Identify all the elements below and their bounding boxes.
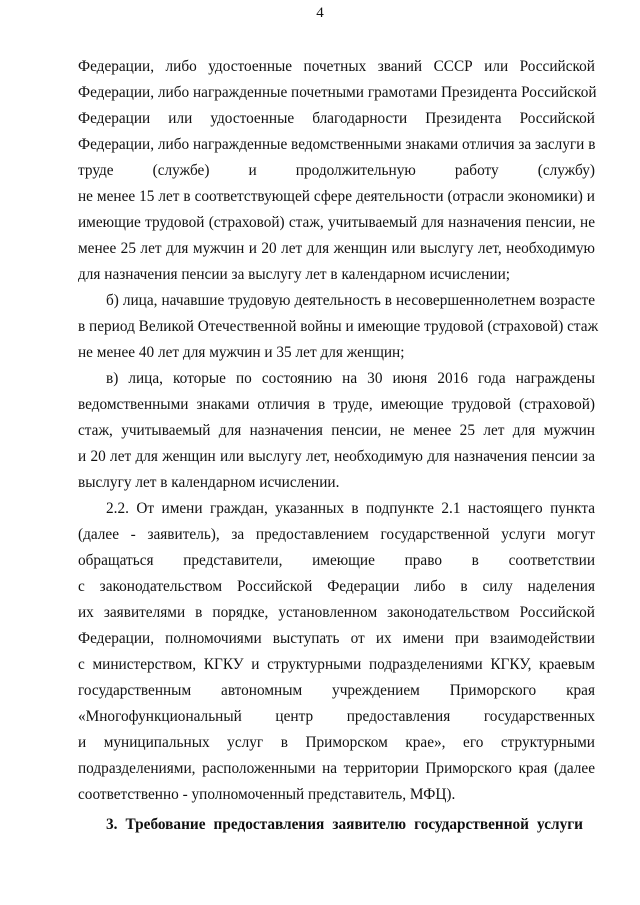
text-line: с законодательством Российской Федерации либо в силу наделения <box>78 578 595 595</box>
text-line: выслугу лет в календарном исчислении. <box>78 474 340 491</box>
text-line: в) лица, которые по состоянию на 30 июня 2016 года награждены <box>106 370 595 387</box>
text-line: б) лица, начавшие трудовую деятельность в несовершеннолетнем возрасте <box>106 292 595 309</box>
text-line: «Многофункциональный центр предоставления государственных <box>78 708 595 725</box>
text-line: Федерации, либо награжденные ведомственными знаками отличия за заслуги в <box>78 136 596 153</box>
text-line: 2.2. От имени граждан, указанных в подпункте 2.1 настоящего пункта <box>106 500 595 517</box>
text-line: Федерации или удостоенные благодарности Президента Российской <box>78 110 595 127</box>
text-line: ведомственными знаками отличия в труде, имеющие трудовой (страховой) <box>78 396 595 413</box>
text-line: обращаться представители, имеющие право в соответствии <box>78 552 595 569</box>
text-line: менее 25 лет для мужчин и 20 лет для женщин или выслугу лет, необходимую <box>78 240 595 257</box>
text-line: не менее 40 лет для мужчин и 35 лет для женщин; <box>78 344 405 361</box>
text-line: их заявителями в порядке, установленном законодательством Российской <box>78 604 595 621</box>
text-line: с министерством, КГКУ и структурными подразделениями КГКУ, краевым <box>78 656 595 673</box>
page-number: 4 <box>316 5 324 21</box>
text-line: подразделениями, расположенными на территории Приморского края (далее <box>78 760 595 777</box>
text-line: стаж, учитываемый для назначения пенсии, не менее 25 лет для мужчин <box>78 422 595 439</box>
text-line: Федерации, полномочиями выступать от их имени при взаимодействии <box>78 630 595 647</box>
text-line: Федерации, либо награжденные почетными грамотами Президента Российской <box>78 84 597 101</box>
text-line: Федерации, либо удостоенные почетных званий СССР или Российской <box>78 58 595 75</box>
text-line: не менее 15 лет в соответствующей сфере деятельности (отрасли экономики) и <box>78 188 595 205</box>
text-line: государственным автономным учреждением Приморского края <box>78 682 595 699</box>
text-line: соответственно - уполномоченный представитель, МФЦ). <box>78 786 456 803</box>
text-line: для назначения пенсии за выслугу лет в календарном исчислении; <box>78 266 511 283</box>
text-line: и 20 лет для женщин или выслугу лет, необходимую для назначения пенсии за <box>78 448 595 465</box>
section-heading: 3. Требование предоставления заявителю государственной услуги <box>106 816 583 833</box>
text-line: (далее - заявитель), за предоставлением государственной услуги могут <box>78 526 595 543</box>
text-line: труде (службе) и продолжительную работу (службу) <box>78 162 595 179</box>
text-line: имеющие трудовой (страховой) стаж, учитываемый для назначения пенсии, не <box>78 214 595 231</box>
text-line: и муниципальных услуг в Приморском крае», его структурными <box>78 734 595 751</box>
text-line: в период Великой Отечественной войны и имеющие трудовой (страховой) стаж <box>78 318 599 335</box>
